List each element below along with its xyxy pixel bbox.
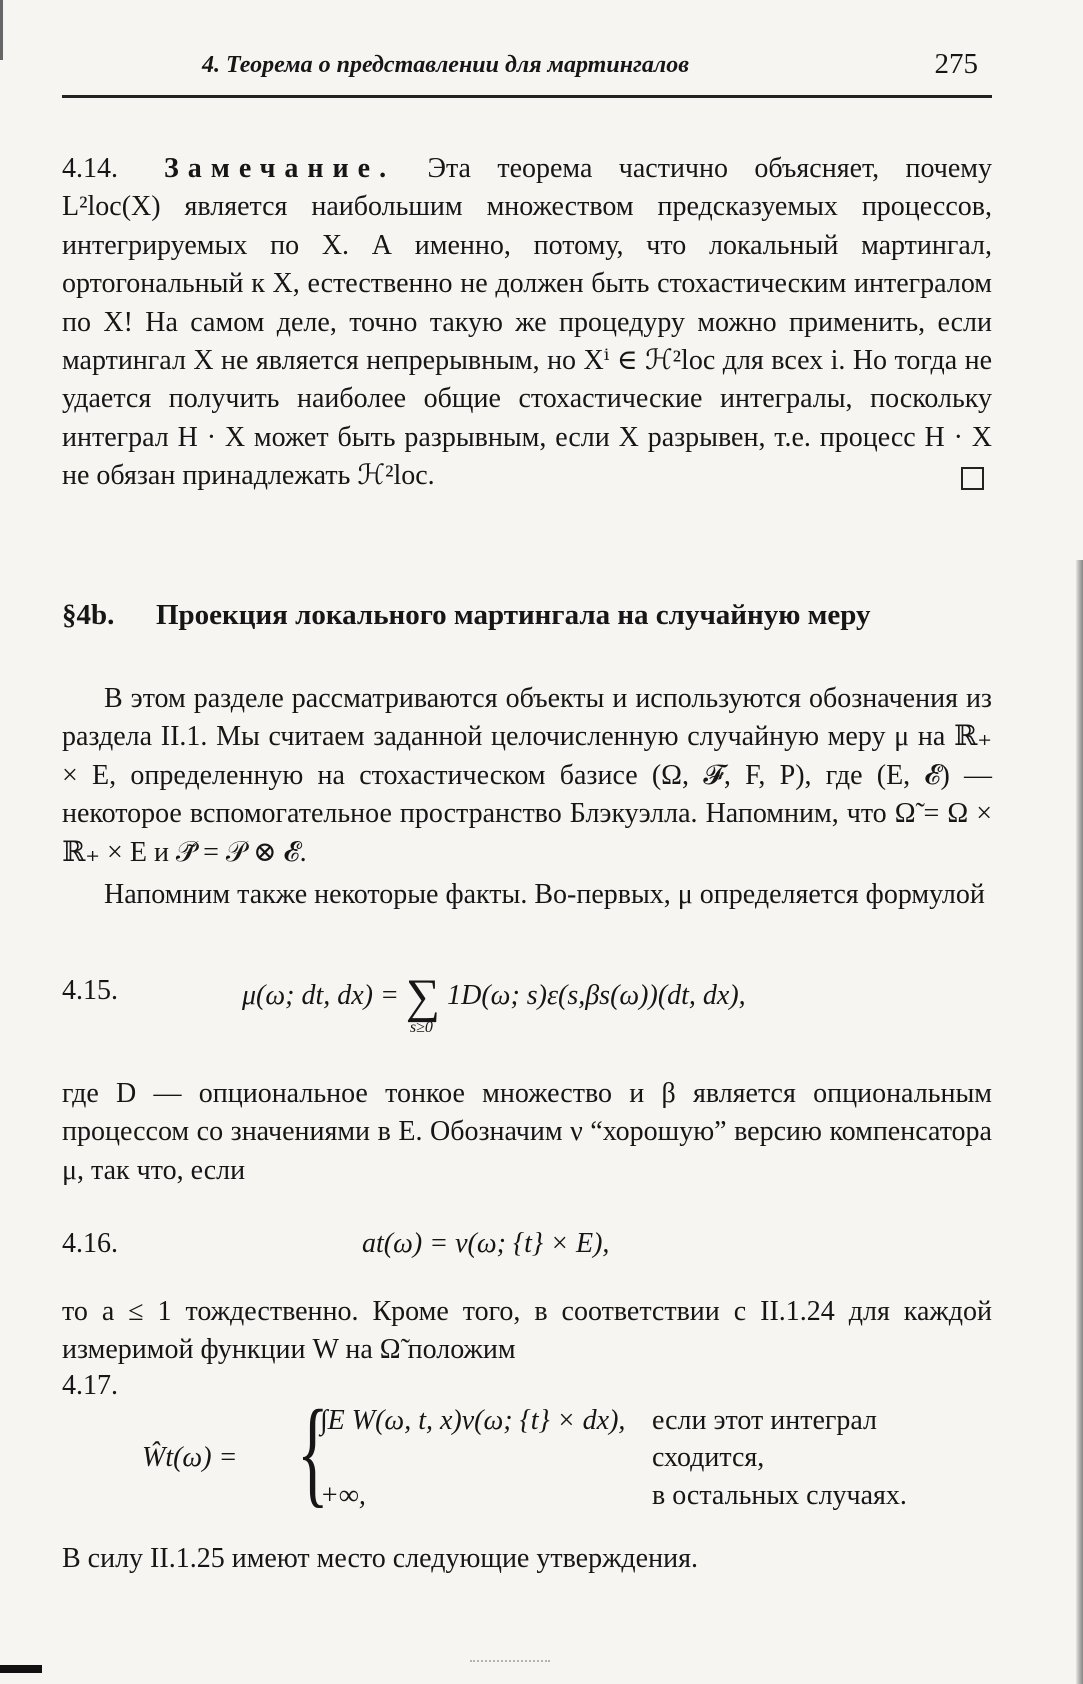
header-rule bbox=[62, 95, 992, 98]
formula-body bbox=[242, 969, 746, 1036]
left-brace-icon: { bbox=[296, 1385, 329, 1518]
end-of-proof-icon bbox=[961, 467, 984, 490]
page-number: 275 bbox=[934, 48, 978, 80]
formula-body: at(ω) = ν(ω; {t} × E), bbox=[362, 1228, 610, 1259]
measurable-block bbox=[62, 1293, 992, 1370]
scan-dust bbox=[470, 1660, 550, 1668]
remark-number: 4.14. bbox=[62, 153, 118, 184]
section-title: Проекция локального мартингала на случайную меру bbox=[156, 599, 871, 631]
paragraph-intro: В этом разделе рассматриваются объекты и используются обозначения из раздела II.1. Мы считаем заданной целочисленную случайную меру μ на ℝ₊ × E, определенную на стохастическом базисе (Ω, 𝓕, F, P), где (E, 𝓔) — некоторое вспомогательное пространство Блэкуэлла. Напомним, что Ω̃ = Ω × ℝ₊ × E и 𝒫̃ = 𝒫 ⊗ 𝓔. bbox=[62, 683, 992, 868]
formula-lhs: Ŵt(ω) = bbox=[142, 1442, 238, 1473]
paragraph-facts: Напомним также некоторые факты. Во-первых, μ определяется формулой bbox=[104, 879, 985, 911]
scan-left-edge bbox=[0, 0, 3, 60]
formula-4-16 bbox=[62, 1228, 992, 1268]
sum-symbol-icon: ∑ s≥0 bbox=[405, 970, 441, 1036]
formula-4-17 bbox=[62, 1370, 992, 1520]
formula-number: 4.17. bbox=[62, 1370, 118, 1401]
section-number: §4b. bbox=[62, 599, 115, 631]
paragraph-optional: где D — опциональное тонкое множество и β является опциональным процессом со значениями в E. Обозначим ν “хорошую” версию компенсатора μ, так что, если bbox=[62, 1078, 992, 1186]
paragraph-closing: В силу II.1.25 имеют место следующие утверждения. bbox=[62, 1543, 698, 1574]
running-header bbox=[62, 48, 992, 88]
case-1-condition-line-2: сходится, bbox=[652, 1442, 765, 1473]
remark-text: Эта теорема частично объясняет, почему L²loc(X) является наибольшим множеством предсказуемых процессов, интегрируемых по X. А именно, потому, что локальный мартингал, ортогональный к X, естественно не должен быть стохастическим интегралом по X! На самом деле, точно такую же процедуру можно применить, если мартингал X не является непрерывным, но Xⁱ ∈ ℋ²loc для всех i. Но тогда не удается получить наиболее общие стохастические интегралы, поскольку интеграл H · X может быть разрывным, если X разрывен, т.е. процесс H · X не обязан принадлежать ℋ²loc. bbox=[62, 153, 992, 492]
sum-subscript: s≥0 bbox=[409, 1019, 433, 1036]
formula-lhs: μ(ω; dt, dx) = bbox=[242, 980, 399, 1011]
case-1-expression: ∫E W(ω, t, x)ν(ω; {t} × dx), bbox=[320, 1405, 626, 1436]
optional-block bbox=[62, 1075, 992, 1190]
running-title: 4. Теорема о представлении для мартингалов bbox=[202, 52, 689, 78]
paragraph-measurable: то a ≤ 1 тождественно. Кроме того, в соответствии с II.1.24 для каждой измеримой функции W на Ω̃ положим bbox=[62, 1296, 992, 1366]
remark-paragraph bbox=[62, 150, 992, 496]
formula-number: 4.16. bbox=[62, 1228, 118, 1259]
formula-4-15 bbox=[62, 965, 992, 1055]
remark-block bbox=[62, 150, 992, 496]
case-2-expression: +∞, bbox=[320, 1480, 366, 1511]
formula-rhs: 1D(ω; s)ε(s,βs(ω))(dt, dx), bbox=[447, 980, 746, 1011]
section-heading bbox=[62, 595, 992, 635]
scan-bottom-mark bbox=[0, 1665, 42, 1673]
intro-block bbox=[62, 680, 992, 914]
case-2-condition: в остальных случаях. bbox=[652, 1480, 907, 1511]
remark-label: Замечание. bbox=[164, 153, 396, 184]
formula-number: 4.15. bbox=[62, 975, 118, 1006]
closing-block bbox=[62, 1540, 992, 1578]
case-1-condition-line-1: если этот интеграл bbox=[652, 1405, 878, 1436]
scan-right-edge bbox=[1075, 560, 1083, 1684]
